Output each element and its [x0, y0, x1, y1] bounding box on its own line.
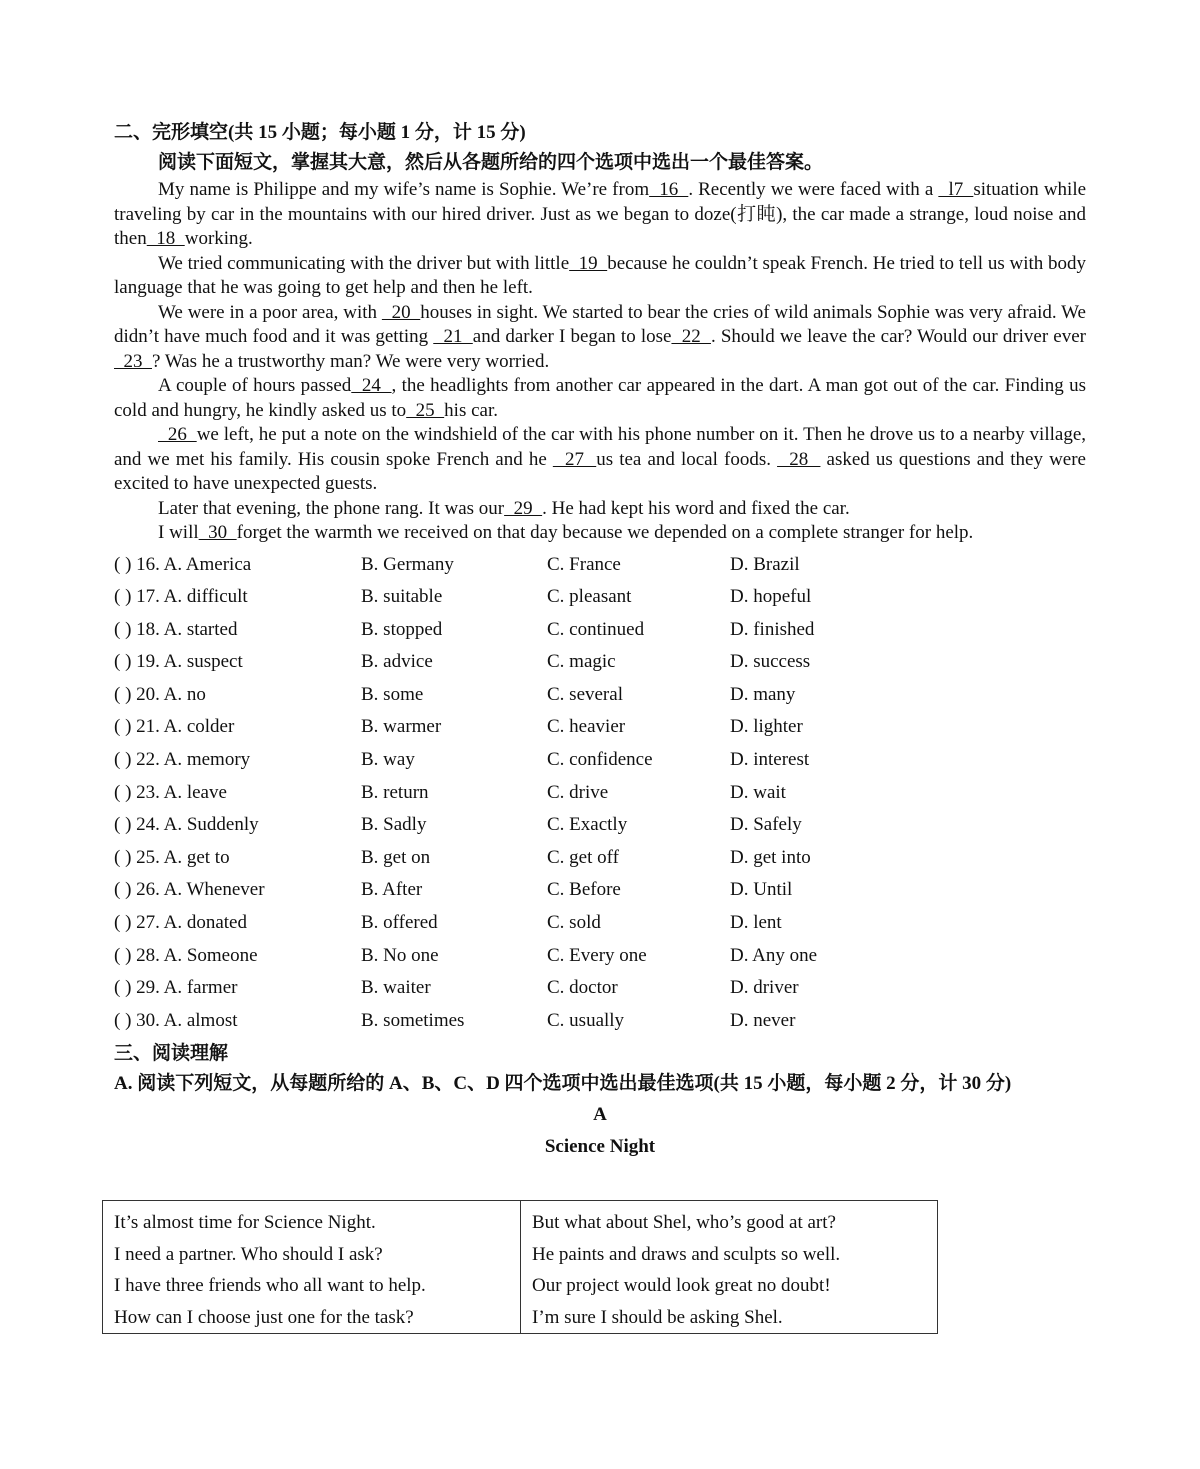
option-row: [114, 1005, 1086, 1038]
options-list: [114, 549, 1086, 1038]
question-option-a: ( ) 28. A. Someone: [114, 944, 258, 966]
blank-28: 28: [777, 448, 821, 470]
paragraph-2: [114, 252, 1086, 301]
passage-text: We were in a poor area, with: [158, 301, 382, 323]
passage-text: Later that evening, the phone rang. It was our: [158, 497, 505, 519]
poem-line: I have three friends who all want to help.: [114, 1275, 426, 1296]
passage-text: houses in sight. We started to bear the cries of wild animals Sophie was very afraid. We didn’t have much food and it was getting: [114, 301, 1086, 347]
passage-text: . Should we leave the car? Would our driver ever: [710, 326, 1087, 347]
question-option-a: ( ) 18. A. started: [114, 618, 238, 640]
option-d: D. driver: [730, 977, 799, 999]
blank-27: 27: [552, 448, 597, 470]
question-option-a: ( ) 21. A. colder: [114, 716, 235, 738]
option-row: [114, 809, 1086, 842]
passage-text: We tried communicating with the driver but with little: [158, 252, 570, 274]
passage-text: us tea and local foods.: [596, 448, 778, 470]
option-c: C. usually: [547, 1009, 625, 1031]
paragraph-3: [114, 301, 1086, 375]
blank-20: 20: [381, 301, 421, 323]
passage-text: , the headlights from another car appeared in the dart. A man got out of the car. Finding us cold and hungry, he kindly asked us to: [114, 375, 1086, 421]
passage-text: forget the warmth we received on that day because we depended on a complete stranger for help.: [236, 522, 974, 543]
passage-text: . He had kept his word and fixed the car.: [542, 497, 850, 519]
option-b: B. suitable: [361, 586, 443, 608]
option-c: C. continued: [547, 618, 645, 640]
exam-page: [114, 118, 1086, 1163]
poem-line: Our project would look great no doubt!: [532, 1275, 831, 1296]
option-c: C. Every one: [547, 944, 647, 966]
option-b: B. get on: [361, 846, 431, 868]
option-row: [114, 777, 1086, 810]
question-option-a: ( ) 29. A. farmer: [114, 977, 238, 999]
option-row: [114, 874, 1086, 907]
option-d: D. get into: [730, 846, 811, 868]
option-d: D. Safely: [730, 814, 802, 836]
section2-title: 二、完形填空(共 15 小题；每小题 1 分，计 15 分): [114, 122, 526, 143]
passage-text: My name is Philippe and my wife’s name is Sophie. We’re from: [158, 179, 650, 200]
option-c: C. magic: [547, 651, 616, 673]
blank-23: 23: [114, 350, 152, 372]
question-option-a: ( ) 16. A. America: [114, 553, 252, 575]
option-c: C. France: [547, 553, 621, 575]
option-b: B. No one: [361, 944, 439, 966]
option-d: D. hopeful: [730, 586, 812, 608]
option-c: C. get off: [547, 846, 619, 868]
blank-24: 24: [351, 375, 392, 396]
option-row: [114, 581, 1086, 614]
option-b: B. Sadly: [361, 814, 427, 836]
question-option-a: ( ) 24. A. Suddenly: [114, 814, 259, 836]
option-d: D. wait: [730, 781, 786, 803]
option-b: B. warmer: [361, 716, 442, 738]
question-option-a: ( ) 25. A. get to: [114, 846, 230, 868]
question-option-a: ( ) 22. A. memory: [114, 749, 251, 771]
option-d: D. success: [730, 651, 811, 673]
blank-30: 30: [198, 522, 237, 543]
passage-text: and darker I began to lose: [472, 326, 672, 347]
poem-line: How can I choose just one for the task?: [114, 1306, 414, 1328]
blank-25: 25: [406, 399, 445, 421]
option-b: B. sometimes: [361, 1009, 465, 1031]
question-option-a: ( ) 20. A. no: [114, 683, 206, 705]
option-d: D. interest: [730, 749, 810, 771]
poem-table: [102, 1200, 938, 1334]
option-d: D. never: [730, 1009, 796, 1031]
poem-line: I’m sure I should be asking Shel.: [532, 1306, 783, 1328]
poem-left-column: [103, 1201, 521, 1333]
poem-title: Science Night: [544, 1136, 656, 1158]
blank-21: 21: [433, 326, 473, 347]
question-option-a: ( ) 23. A. leave: [114, 781, 227, 803]
blank-l7: l7: [938, 179, 974, 200]
option-d: D. Any one: [730, 944, 818, 966]
paragraph-1: [114, 178, 1086, 252]
option-b: B. way: [361, 749, 415, 771]
passage-text: we left, he put a note on the windshield of the car with his phone number on it. Then he drove us to a nearby village, and we met his family. His cousin spoke French and he: [114, 424, 1087, 470]
option-row: [114, 940, 1086, 973]
option-row: [114, 711, 1086, 744]
option-c: C. heavier: [547, 716, 626, 738]
passage-letter: A: [593, 1104, 607, 1126]
option-c: C. pleasant: [547, 586, 632, 608]
option-c: C. several: [547, 683, 623, 705]
option-c: C. Before: [547, 879, 621, 901]
option-d: D. lent: [730, 912, 782, 934]
question-option-a: ( ) 30. A. almost: [114, 1009, 238, 1031]
option-row: [114, 972, 1086, 1005]
option-row: [114, 907, 1086, 940]
blank-19: 19: [569, 252, 608, 274]
paragraph-5: [114, 423, 1086, 497]
option-row: [114, 744, 1086, 777]
option-b: B. After: [361, 879, 423, 901]
question-option-a: ( ) 17. A. difficult: [114, 586, 248, 608]
passage-text: I will: [158, 522, 199, 543]
option-b: B. advice: [361, 651, 433, 673]
option-c: C. Exactly: [547, 814, 628, 836]
passage-text: working.: [184, 228, 253, 249]
option-b: B. waiter: [361, 977, 431, 999]
blank-22: 22: [671, 326, 711, 347]
paragraph-4: [114, 374, 1086, 423]
blank-18: 18: [146, 228, 185, 249]
option-c: C. doctor: [547, 977, 618, 999]
blank-26: 26: [158, 424, 197, 445]
option-c: C. sold: [547, 912, 601, 934]
passage-text: because he couldn’t speak French. He tried to tell us with body language that he was going to get help and then he left.: [114, 252, 1087, 298]
option-b: B. Germany: [361, 553, 454, 575]
blank-16: 16: [649, 179, 689, 200]
option-d: D. Brazil: [730, 553, 800, 575]
option-row: [114, 614, 1086, 647]
poem-line: It’s almost time for Science Night.: [114, 1212, 376, 1233]
question-option-a: ( ) 27. A. donated: [114, 912, 247, 934]
option-d: D. Until: [730, 879, 793, 901]
option-row: [114, 842, 1086, 875]
passage-text: his car.: [444, 399, 498, 421]
question-option-a: ( ) 19. A. suspect: [114, 651, 243, 673]
option-c: C. confidence: [547, 749, 653, 771]
option-row: [114, 549, 1086, 582]
paragraph-6: [114, 497, 1086, 522]
option-b: B. some: [361, 683, 424, 705]
poem-line: I need a partner. Who should I ask?: [114, 1243, 383, 1265]
passage-text: situation while traveling by car in the mountains with our hired driver. Just as we began to doze(打盹), the car made a strange, loud noise and then: [114, 179, 1087, 249]
option-b: B. return: [361, 781, 429, 803]
section3-subtitle: A. 阅读下列短文，从每题所给的 A、B、C、D 四个选项中选出最佳选项(共 15 小题，每小题 2 分，计 30 分): [114, 1073, 1012, 1095]
section3-title: 三、阅读理解: [114, 1043, 229, 1065]
option-d: D. many: [730, 683, 796, 705]
option-c: C. drive: [547, 781, 609, 803]
passage-text: . Recently we were faced with a: [688, 179, 939, 200]
option-d: D. lighter: [730, 716, 803, 738]
question-option-a: ( ) 26. A. Whenever: [114, 879, 265, 901]
passage-text: A couple of hours passed: [158, 375, 352, 396]
option-row: [114, 679, 1086, 712]
passage-text: asked us questions and they were excited to have unexpected guests.: [114, 448, 1086, 494]
option-b: B. stopped: [361, 618, 443, 640]
blank-29: 29: [504, 497, 543, 519]
poem-right-column: [521, 1201, 937, 1333]
paragraph-7: [114, 521, 1086, 546]
option-d: D. finished: [730, 618, 815, 640]
poem-line: He paints and draws and sculpts so well.: [532, 1243, 841, 1265]
option-b: B. offered: [361, 912, 438, 934]
option-row: [114, 646, 1086, 679]
poem-line: But what about Shel, who’s good at art?: [532, 1212, 836, 1233]
section2-instruction: 阅读下面短文，掌握其大意，然后从各题所给的四个选项中选出一个最佳答案。: [158, 152, 824, 173]
passage-text: ? Was he a trustworthy man? We were very worried.: [152, 350, 550, 372]
